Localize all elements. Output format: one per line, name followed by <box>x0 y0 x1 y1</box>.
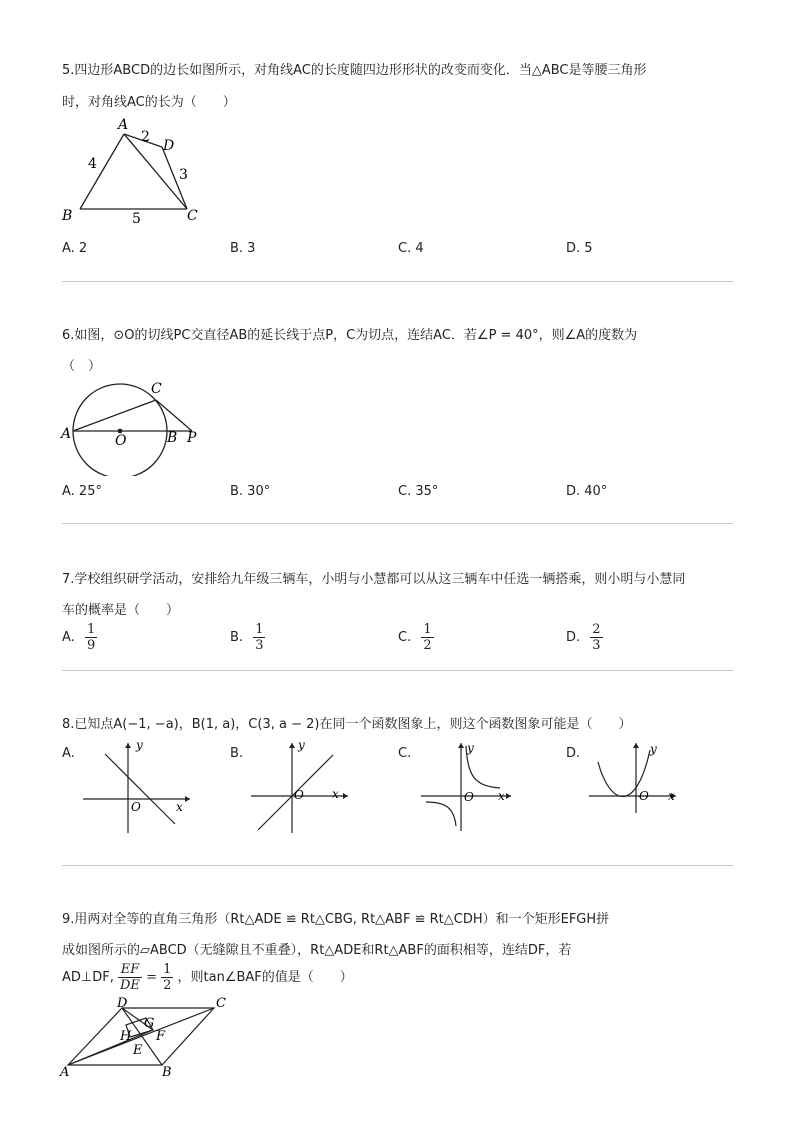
origin-label: O <box>131 800 141 814</box>
x-axis-label: x <box>176 800 183 814</box>
q9-label-e: E <box>133 1043 143 1058</box>
q9-equals: = <box>146 970 157 985</box>
q5-label-b: B <box>62 208 73 224</box>
origin-label: O <box>639 789 649 803</box>
q5-option-b[interactable]: B. 3 <box>230 241 256 256</box>
q6-label-o: O <box>115 433 127 449</box>
q9-figure <box>58 992 238 1080</box>
q9-line2: 成如图所示的▱ABCD（无缝隙且不重叠），Rt△ADE和Rt△ABF的面积相等，连结DF，若 <box>62 943 572 958</box>
q5-label-c: C <box>187 208 198 224</box>
q5-line2: 时，对角线AC的长为（ ） <box>62 95 236 110</box>
q5-option-c[interactable]: C. 4 <box>398 241 424 256</box>
separator <box>62 670 733 671</box>
q8-graph-d[interactable] <box>584 738 704 838</box>
fraction-numerator: 1 <box>423 622 432 637</box>
separator <box>62 523 733 524</box>
q5-len-ad: 2 <box>141 129 150 145</box>
y-axis-label: y <box>136 738 143 752</box>
q7-option-a-fraction <box>85 622 97 653</box>
fraction-denominator: 3 <box>255 638 264 653</box>
y-axis-label: y <box>298 738 305 752</box>
q6-label-p: P <box>187 430 197 446</box>
q6-label-c: C <box>151 381 162 397</box>
q9-fraction-half <box>161 962 173 993</box>
q6-tangent-pc <box>156 400 192 431</box>
q9-line3-post: ，则tan∠BAF的值是（ ） <box>177 970 353 985</box>
q5-figure <box>58 112 208 232</box>
q7-option-a-letter: A. <box>62 630 75 645</box>
y-axis-label: y <box>650 742 657 756</box>
q9-fraction-ef-de <box>118 962 142 993</box>
q6-label-a: A <box>61 426 72 442</box>
x-axis-label: x <box>332 787 339 801</box>
q6-line2: （ ） <box>62 359 102 374</box>
q8-option-b[interactable]: B. <box>230 746 244 761</box>
x-axis-arrow <box>506 793 511 799</box>
q7-option-d[interactable] <box>566 622 603 653</box>
q7-option-c-fraction <box>421 622 433 653</box>
q8-option-c[interactable]: C. <box>398 746 412 761</box>
fraction-denominator: DE <box>120 978 140 993</box>
fraction-denominator: 2 <box>423 638 432 653</box>
q8-graph-c[interactable] <box>416 738 536 838</box>
q7-option-d-fraction <box>590 622 602 653</box>
y-axis-arrow <box>125 743 131 748</box>
y-axis-arrow <box>458 743 464 748</box>
origin-label: O <box>464 790 474 804</box>
q6-line1: 6.如图，⊙O的切线PC交直径AB的延长线于点P，C为切点，连结AC．若∠P = 40°，则∠A的度数为 <box>62 328 638 343</box>
q5-len-bc: 5 <box>132 211 141 227</box>
fraction-numerator: 1 <box>255 622 264 637</box>
q6-label-b: B <box>167 430 178 446</box>
q9-label-c: C <box>216 996 226 1011</box>
separator <box>62 865 733 866</box>
q7-option-a[interactable] <box>62 622 97 653</box>
fraction-numerator: 2 <box>592 622 601 637</box>
q5-side-ab <box>80 134 124 209</box>
origin-label: O <box>294 788 304 802</box>
q5-label-a: A <box>118 117 129 133</box>
q6-chord-ac <box>73 400 156 431</box>
x-axis-arrow <box>185 796 190 802</box>
q9-label-a: A <box>60 1065 70 1080</box>
q9-label-g: G <box>144 1016 155 1031</box>
q7-option-b[interactable] <box>230 622 265 653</box>
q9-label-d: D <box>117 996 128 1011</box>
q5-option-a[interactable]: A. 2 <box>62 241 88 256</box>
separator <box>62 281 733 282</box>
q9-line3-pre: AD⊥DF, <box>62 970 114 985</box>
q9-line3 <box>62 962 353 993</box>
q8-graph-b[interactable] <box>248 738 368 838</box>
q7-line1: 7.学校组织研学活动，安排给九年级三辆车，小明与小慧都可以从这三辆车中任选一辆搭乘，则小明与小慧同 <box>62 572 686 587</box>
q5-len-dc: 3 <box>179 167 188 183</box>
q6-figure <box>58 376 208 476</box>
x-axis-label: x <box>668 789 675 803</box>
q8-option-a[interactable]: A. <box>62 746 75 761</box>
fraction-denominator: 3 <box>592 638 601 653</box>
q8-option-d[interactable]: D. <box>566 746 581 761</box>
q7-option-d-letter: D. <box>566 630 581 645</box>
q5-label-d: D <box>163 138 175 154</box>
fraction-numerator: 1 <box>86 622 96 637</box>
q8-line1: 8.已知点A(−1, −a)，B(1, a)，C(3, a − 2)在同一个函数图象上，则这个函数图象可能是（ ） <box>62 717 632 732</box>
fraction-denominator: 9 <box>86 638 96 653</box>
fraction-numerator: 1 <box>163 962 172 977</box>
q5-option-d[interactable]: D. 5 <box>566 241 593 256</box>
q6-option-c[interactable]: C. 35° <box>398 484 439 499</box>
fraction-denominator: 2 <box>163 978 172 993</box>
q5-len-ab: 4 <box>88 156 97 172</box>
q7-line2: 车的概率是（ ） <box>62 603 180 618</box>
q7-option-b-fraction <box>253 622 265 653</box>
y-axis-label: y <box>467 741 474 755</box>
q8-c-branch-2 <box>426 802 456 826</box>
y-axis-arrow <box>289 743 295 748</box>
q9-label-f: F <box>156 1029 166 1044</box>
q7-option-b-letter: B. <box>230 630 244 645</box>
q5-line1: 5.四边形ABCD的边长如图所示，对角线AC的长度随四边形形状的改变而变化．当△ABC是等腰三角形 <box>62 63 647 78</box>
q9-label-b: B <box>162 1065 172 1080</box>
q6-option-a[interactable]: A. 25° <box>62 484 102 499</box>
q9-line1: 9.用两对全等的直角三角形（Rt△ADE ≌ Rt△CBG, Rt△ABF ≌ Rt△CDH）和一个矩形EFGH拼 <box>62 912 610 927</box>
y-axis-arrow <box>633 743 639 748</box>
x-axis-label: x <box>498 789 505 803</box>
q7-option-c[interactable] <box>398 622 434 653</box>
q7-option-c-letter: C. <box>398 630 412 645</box>
x-axis-arrow <box>343 793 348 799</box>
q6-option-d[interactable]: D. 40° <box>566 484 608 499</box>
q8-graph-a[interactable] <box>80 738 200 838</box>
q9-label-h: H <box>120 1029 132 1044</box>
q6-option-b[interactable]: B. 30° <box>230 484 271 499</box>
fraction-numerator: EF <box>118 962 142 978</box>
